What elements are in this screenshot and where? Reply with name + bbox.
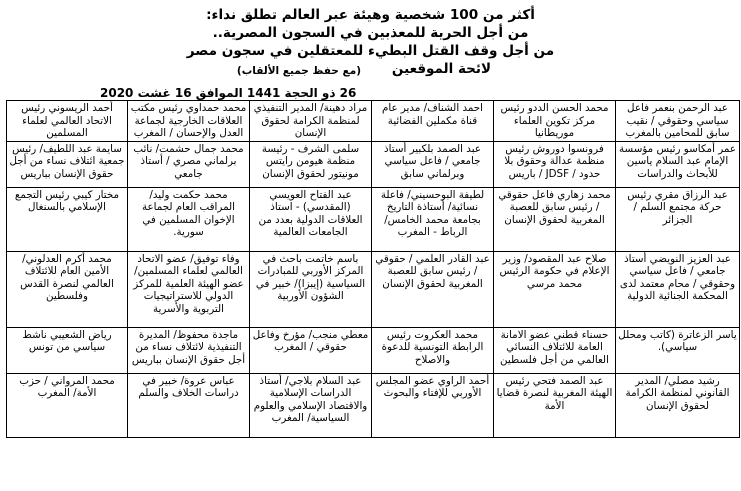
signatory-cell: احمد الشناف/ مدير عام قناة مكملين الفضائية xyxy=(372,101,494,142)
signatory-cell: عبد السلام بلاجي/ أستاذ الدراسات الإسلامية والاقتصاد الإسلامي والعلوم السياسية/ المغرب xyxy=(250,373,372,437)
signatory-cell: عباس عروة/ خبير في دراسات الخلاف والسلم xyxy=(128,373,250,437)
table-row xyxy=(7,101,740,142)
signatory-cell: وفاء توفيق/ عضو الاتحاد العالمي لعلماء المسلمين/ عضو الهيئة العلمية للمركز الدولي للاستراتيجيات التربوية والأسرية xyxy=(128,251,250,327)
signatory-cell: صلاح عبد المقصود/ وزير الإعلام في حكومة الرئيس محمد مرسي xyxy=(494,251,616,327)
header xyxy=(0,0,741,78)
header-line-3: من أجل وقف القتل البطيء للمعتقلين في سجون مصر xyxy=(186,43,555,59)
signatory-cell: محمد حكمت وليد/ المراقب العام لجماعة الإخوان المسلمين في سورية. xyxy=(128,187,250,251)
signatory-cell: أحمد الراوي عضو المجلس الأوربي للإفتاء والبحوث xyxy=(372,373,494,437)
signatory-cell: عبد الرحمن بنعمر فاعل سياسي وحقوقي / نقيب سابق للمحامين بالمغرب xyxy=(616,101,740,142)
signatory-cell: معطي منجب/ مؤرخ وفاعل حقوقي / المغرب xyxy=(250,327,372,373)
signatories-table xyxy=(6,100,740,438)
signatories-row xyxy=(0,60,741,78)
signatory-cell: عبد العزيز النويضي أستاذ جامعي / فاعل سياسي وحقوقي / محام معتمد لدى المحكمة الجنائية الدولية xyxy=(616,251,740,327)
signatory-cell: محمد حمداوي رئيس مكتب العلاقات الخارجية لجماعة العدل والإحسان / المغرب xyxy=(128,101,250,142)
signatory-cell: عبد القادر العلمي / حقوقي / رئيس سابق للعصبة المغربية لحقوق الإنسان xyxy=(372,251,494,327)
table-row xyxy=(7,141,740,187)
signatory-cell: سايمة عبد اللطيف/ رئيس جمعية ائتلاف نساء من أجل حقوق الإنسان بباريس xyxy=(7,141,128,187)
signatory-cell: ياسر الزعاترة (كاتب ومحلل سياسي). xyxy=(616,327,740,373)
signatory-cell: مختار كيبي رئيس التجمع الإسلامي بالسنغال xyxy=(7,187,128,251)
signatory-cell: محمد الحسن الددو رئيس مركز تكوين العلماء موريطانيا xyxy=(494,101,616,142)
signatory-cell: محمد المرواني / حزب الأمة/ المغرب xyxy=(7,373,128,437)
signatory-cell: عبد الرزاق مقري رئيس حركة مجتمع السلم / الجزائر xyxy=(616,187,740,251)
signatory-cell: محمد زهاري فاعل حقوقي / رئيس سابق للعصبة المغربية لحقوق الإنسان xyxy=(494,187,616,251)
header-line-2: من أجل الحرية للمعذبين في السجون المصرية.. xyxy=(212,25,529,41)
signatory-cell: محمد العكروت رئيس الرابطة التونسية للدعوة والاصلاح xyxy=(372,327,494,373)
signatory-cell: محمد جمال حشمت/ نائب برلماني مصري / أستاذ جامعي xyxy=(128,141,250,187)
signatory-cell: سلمى الشرف - رئيسة منظمة هيومن رايتس مونيتور لحقوق الإنسان xyxy=(250,141,372,187)
signatory-cell: مراد دهينة/ المدير التنفيذي لمنظمة الكرامة لحقوق الإنسان xyxy=(250,101,372,142)
signatory-cell: فرونسوا دوروش رئيس منظمة عدالة وحقوق بلا حدود / JDSF / باريس xyxy=(494,141,616,187)
signatory-cell: عبد الفتاح العويسي (المقدسي) - استاذ العلاقات الدولية بعدد من الجامعات العالمية xyxy=(250,187,372,251)
signatory-cell: عبد الصمد فتحي رئيس الهيئة المغربية لنصرة قضايا الأمة xyxy=(494,373,616,437)
signatory-cell: حسناء قطني عضو الامانة العامة للائتلاف النسائي العالمي من أجل فلسطين xyxy=(494,327,616,373)
signatory-cell: باسم خاتمت باحث في المركز الأوربي للمبادرات السياسية (إيبزا)/ خبير في الشؤون الأوربية xyxy=(250,251,372,327)
signatory-cell: محمد أكرم العدلوني/ الأمين العام للائتلاف العالمي لنصرة القدس وفلسطين xyxy=(7,251,128,327)
signatory-cell: عبد الصمد بلكبير أستاذ جامعي / فاعل سياسي وبرلماني سابق xyxy=(372,141,494,187)
signatory-cell: عمر أمكاسو رئيس مؤسسة الإمام عبد السلام ياسين للأبحاث والدراسات xyxy=(616,141,740,187)
table-row xyxy=(7,327,740,373)
signatories-title: لائحة الموقعين xyxy=(391,61,491,77)
table-row xyxy=(7,373,740,437)
signatory-cell: رياض الشعيبي ناشط سياسي من تونس xyxy=(7,327,128,373)
table-row xyxy=(7,251,740,327)
signatory-cell: ماجدة محفوظ/ المديرة التنفيذية لائتلاف نساء من أجل حقوق الإنسان بباريس xyxy=(128,327,250,373)
document-date: 26 ذو الحجة 1441 الموافق 16 غشت 2020 xyxy=(100,86,357,100)
signatory-cell: لطيفة البوحسيني/ فاعلة نسائية/ أستاذة التاريخ بجامعة محمد الخامس/ الرباط - المغرب xyxy=(372,187,494,251)
header-line-1: أكثر من 100 شخصية وهيئة عبر العالم تطلق نداء: xyxy=(206,7,535,23)
signatories-note: (مع حفظ جميع الألقاب) xyxy=(236,65,361,77)
signatory-cell: أحمد الريسوني رئيس الاتحاد العالمي لعلماء المسلمين xyxy=(7,101,128,142)
table-row xyxy=(7,187,740,251)
signatory-cell: رشيد مصلي/ المدير القانوني لمنظمة الكرامة لحقوق الإنسان xyxy=(616,373,740,437)
